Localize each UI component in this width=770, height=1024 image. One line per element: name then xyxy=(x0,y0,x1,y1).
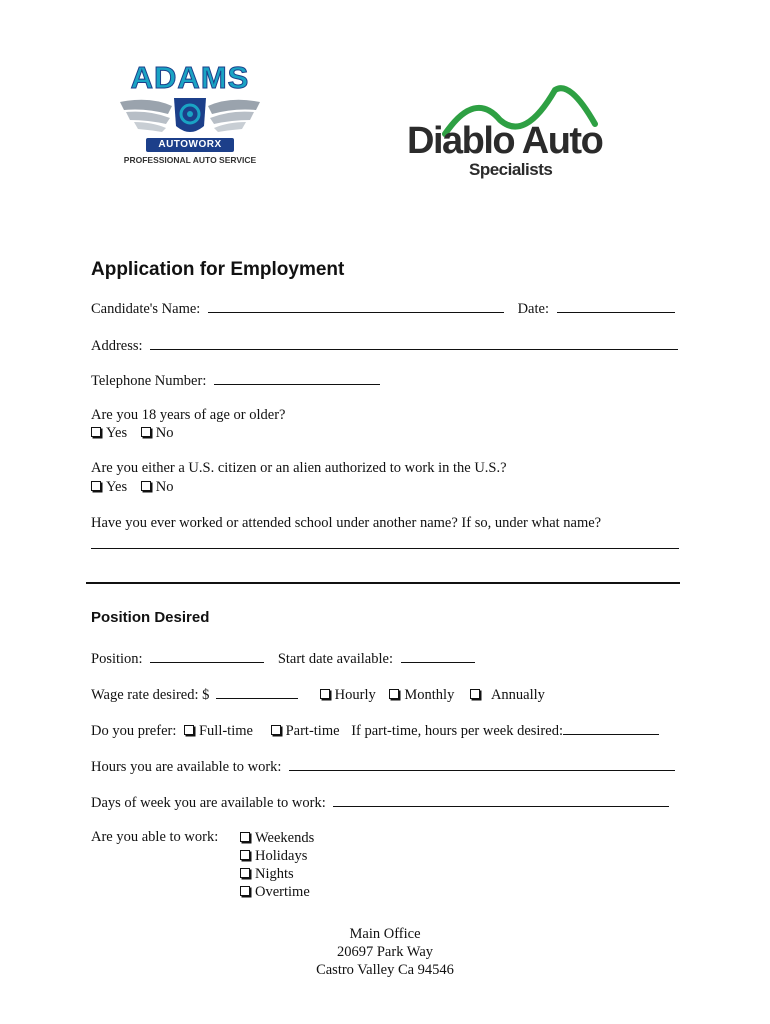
diablo-logo-sub: Specialists xyxy=(469,160,553,179)
citizen-no-checkbox[interactable] xyxy=(141,481,151,491)
age-no-label: No xyxy=(155,425,174,441)
age-yes-label: Yes xyxy=(106,425,128,441)
diablo-logo-name: Diablo Auto xyxy=(407,120,603,162)
prefer-row xyxy=(91,722,659,740)
days-available-row xyxy=(91,794,669,812)
days-available-field[interactable] xyxy=(333,794,669,807)
adams-autoworx-logo xyxy=(110,60,270,170)
overtime-checkbox[interactable] xyxy=(240,886,250,896)
weekends-option[interactable] xyxy=(240,829,314,847)
hours-available-label: Hours you are available to work: xyxy=(91,759,282,775)
position-label: Position: xyxy=(91,651,143,667)
citizen-question: Are you either a U.S. citizen or an alien authorized to work in the U.S.? xyxy=(91,460,507,476)
part-time-checkbox[interactable] xyxy=(271,725,281,735)
full-time-checkbox[interactable] xyxy=(184,725,194,735)
age-no-checkbox[interactable] xyxy=(141,427,151,437)
address-field[interactable] xyxy=(150,337,678,350)
wage-label: Wage rate desired: $ xyxy=(91,687,210,703)
holidays-option[interactable] xyxy=(240,847,314,865)
start-date-label: Start date available: xyxy=(277,651,393,667)
annually-option[interactable] xyxy=(470,687,545,703)
weekends-label: Weekends xyxy=(255,830,315,846)
full-time-label: Full-time xyxy=(198,723,253,739)
other-name-field[interactable] xyxy=(91,548,679,549)
monthly-label: Monthly xyxy=(404,687,455,703)
candidate-name-label: Candidate's Name: xyxy=(91,301,201,317)
start-date-field[interactable] xyxy=(401,650,475,663)
age-yes-option[interactable] xyxy=(91,425,127,441)
other-name-question: Have you ever worked or attended school under another name? If so, under what name? xyxy=(91,515,602,531)
able-options-list xyxy=(240,829,314,901)
overtime-label: Overtime xyxy=(255,884,310,900)
date-field[interactable] xyxy=(557,300,675,313)
hourly-label: Hourly xyxy=(334,687,376,703)
telephone-row xyxy=(91,372,380,390)
footer-address xyxy=(235,925,535,979)
annually-label: Annually xyxy=(490,687,545,703)
part-time-hours-label: If part-time, hours per week desired: xyxy=(351,723,563,739)
hours-available-row xyxy=(91,758,675,776)
hourly-option[interactable] xyxy=(320,687,376,703)
diablo-auto-logo xyxy=(405,80,640,185)
citizen-yes-checkbox[interactable] xyxy=(91,481,101,491)
telephone-field[interactable] xyxy=(214,372,380,385)
date-label: Date: xyxy=(517,301,549,317)
citizen-no-label: No xyxy=(155,479,174,495)
adams-logo-sub: AUTOWORX xyxy=(158,139,222,150)
age-question: Are you 18 years of age or older? xyxy=(91,407,286,423)
holidays-label: Holidays xyxy=(255,848,308,864)
weekends-checkbox[interactable] xyxy=(240,832,250,842)
part-time-hours-field[interactable] xyxy=(563,722,659,735)
overtime-option[interactable] xyxy=(240,883,314,901)
position-desired-heading: Position Desired xyxy=(91,609,210,626)
footer-street: 20697 Park Way xyxy=(336,944,434,960)
position-row xyxy=(91,650,475,668)
address-label: Address: xyxy=(91,338,143,354)
candidate-name-field[interactable] xyxy=(208,300,504,313)
nights-checkbox[interactable] xyxy=(240,868,250,878)
section-divider xyxy=(86,582,680,584)
nights-label: Nights xyxy=(255,866,294,882)
age-options xyxy=(91,425,173,442)
adams-logo-tagline: PROFESSIONAL AUTO SERVICE xyxy=(123,155,257,165)
part-time-label: Part-time xyxy=(285,723,340,739)
citizen-no-option[interactable] xyxy=(141,479,174,495)
monthly-checkbox[interactable] xyxy=(389,689,399,699)
part-time-option[interactable] xyxy=(271,723,340,739)
full-time-option[interactable] xyxy=(184,723,253,739)
age-yes-checkbox[interactable] xyxy=(91,427,101,437)
holidays-checkbox[interactable] xyxy=(240,850,250,860)
footer-office: Main Office xyxy=(349,926,421,942)
footer-city: Castro Valley Ca 94546 xyxy=(316,962,454,978)
position-field[interactable] xyxy=(150,650,264,663)
citizen-options xyxy=(91,479,173,496)
monthly-option[interactable] xyxy=(389,687,454,703)
hours-available-field[interactable] xyxy=(289,758,675,771)
wage-field[interactable] xyxy=(216,686,298,699)
annually-checkbox[interactable] xyxy=(470,689,480,699)
form-title: Application for Employment xyxy=(91,259,345,280)
wage-row xyxy=(91,686,545,704)
candidate-name-row xyxy=(91,300,675,318)
hourly-checkbox[interactable] xyxy=(320,689,330,699)
days-available-label: Days of week you are available to work: xyxy=(91,795,326,811)
telephone-label: Telephone Number: xyxy=(91,373,207,389)
able-label: Are you able to work: xyxy=(91,829,219,845)
address-row xyxy=(91,337,678,355)
nights-option[interactable] xyxy=(240,865,314,883)
citizen-yes-option[interactable] xyxy=(91,479,127,495)
citizen-yes-label: Yes xyxy=(106,479,128,495)
adams-logo-name: ADAMS xyxy=(130,60,250,95)
age-no-option[interactable] xyxy=(141,425,174,441)
prefer-label: Do you prefer: xyxy=(91,723,177,739)
